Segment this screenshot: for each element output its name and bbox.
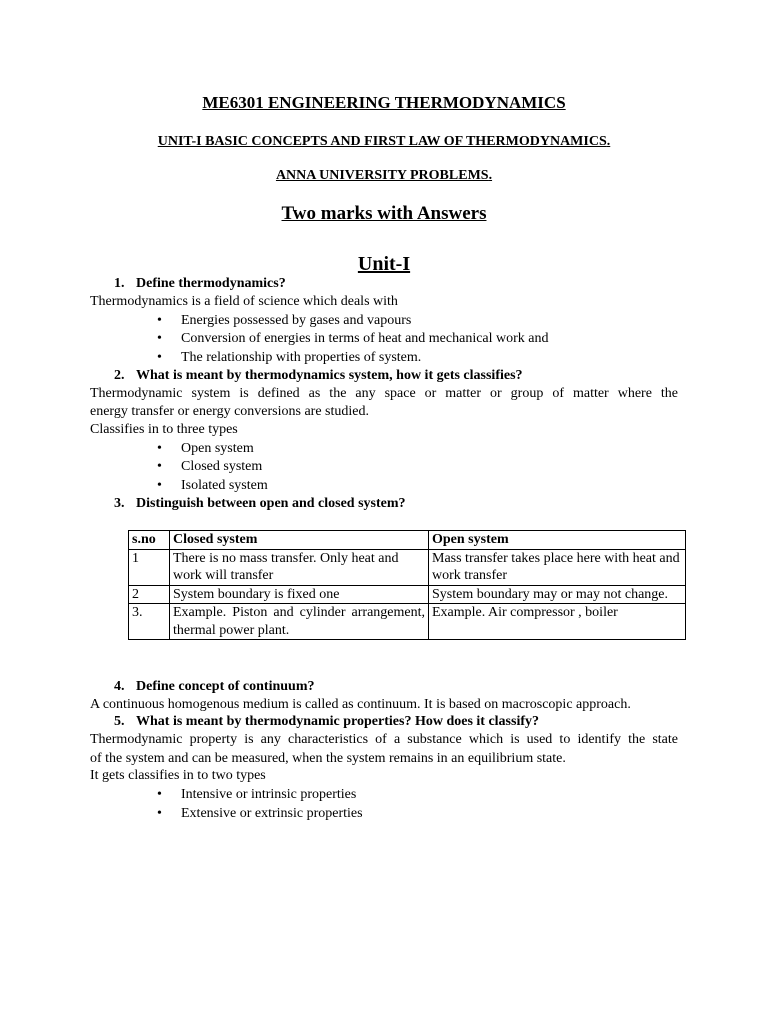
table-cell: There is no mass transfer. Only heat and work will transfer xyxy=(170,549,429,585)
q3-question: Distinguish between open and closed system? xyxy=(136,496,406,511)
table-cell: Mass transfer takes place here with heat and work transfer xyxy=(429,549,686,585)
q5-answer-line-1: Thermodynamic property is any characteristics of a substance which is used to identify the state xyxy=(90,732,678,747)
section-title: Two marks with Answers xyxy=(281,203,487,224)
q2-answer-line-3: Classifies in to three types xyxy=(90,422,238,437)
q2-bullet-1: Open system xyxy=(181,441,254,456)
header-open-system: Open system xyxy=(429,531,686,550)
q1-bullet-dot: • xyxy=(157,313,162,328)
table-cell: 1 xyxy=(129,549,170,585)
q5-answer-line-2: of the system and can be measured, when the system remains in an equilibrium state. xyxy=(90,751,566,766)
q2-answer-line-1: Thermodynamic system is defined as the any space or matter or group of matter where the xyxy=(90,386,678,401)
q2-bullet-2: Closed system xyxy=(181,459,263,474)
table-header-row xyxy=(129,531,686,550)
q2-bullet-dot: • xyxy=(157,459,162,474)
q2-question: What is meant by thermodynamics system, how it gets classifies? xyxy=(136,368,523,383)
source-title-period: . xyxy=(488,168,493,183)
q4-answer: A continuous homogenous medium is called as continuum. It is based on macroscopic approach. xyxy=(90,697,631,712)
q1-question: Define thermodynamics? xyxy=(136,276,286,291)
q3-number: 3. xyxy=(114,496,125,511)
q1-answer: Thermodynamics is a field of science which deals with xyxy=(90,294,398,309)
table-cell: 2 xyxy=(129,585,170,604)
source-title-text: ANNA UNIVERSITY PROBLEMS xyxy=(275,168,489,183)
q2-bullet-3: Isolated system xyxy=(181,478,268,493)
table-cell: Example. Piston and cylinder arrangement, thermal power plant. xyxy=(170,604,429,640)
q4-question: Define concept of continuum? xyxy=(136,679,315,694)
table-row xyxy=(129,549,686,585)
q5-bullet-dot: • xyxy=(157,806,162,821)
comparison-table xyxy=(128,530,686,640)
header-closed-system: Closed system xyxy=(170,531,429,550)
q5-bullet-dot: • xyxy=(157,787,162,802)
table-row xyxy=(129,604,686,640)
table-cell: System boundary is fixed one xyxy=(170,585,429,604)
q2-answer-line-2: energy transfer or energy conversions are studied. xyxy=(90,404,369,419)
unit-title-text: UNIT-I BASIC CONCEPTS AND FIRST LAW OF THERMODYNAMICS xyxy=(157,134,607,149)
table-cell: Example. Air compressor , boiler xyxy=(429,604,686,640)
unit-title-period: . xyxy=(606,134,611,149)
unit-title xyxy=(0,134,768,150)
q1-bullet-dot: • xyxy=(157,350,162,365)
q1-bullet-3: The relationship with properties of system. xyxy=(181,350,422,365)
q1-number: 1. xyxy=(114,276,125,291)
q2-bullet-dot: • xyxy=(157,478,162,493)
source-title xyxy=(0,168,768,184)
q5-bullet-2: Extensive or extrinsic properties xyxy=(181,806,363,821)
q5-answer-line-3: It gets classifies in to two types xyxy=(90,768,266,783)
q4-number: 4. xyxy=(114,679,125,694)
q1-bullet-1: Energies possessed by gases and vapours xyxy=(181,313,412,328)
q2-number: 2. xyxy=(114,368,125,383)
q1-bullet-2: Conversion of energies in terms of heat and mechanical work and xyxy=(181,331,549,346)
table-cell: 3. xyxy=(129,604,170,640)
table-cell: System boundary may or may not change. xyxy=(429,585,686,604)
table-row xyxy=(129,585,686,604)
q5-question: What is meant by thermodynamic properties? How does it classify? xyxy=(136,714,539,729)
unit-label: Unit-I xyxy=(357,253,411,275)
course-title: ME6301 ENGINEERING THERMODYNAMICS xyxy=(202,93,566,112)
q5-number: 5. xyxy=(114,714,125,729)
q1-bullet-dot: • xyxy=(157,331,162,346)
header-sno: s.no xyxy=(129,531,170,550)
q2-bullet-dot: • xyxy=(157,441,162,456)
q5-bullet-1: Intensive or intrinsic properties xyxy=(181,787,357,802)
